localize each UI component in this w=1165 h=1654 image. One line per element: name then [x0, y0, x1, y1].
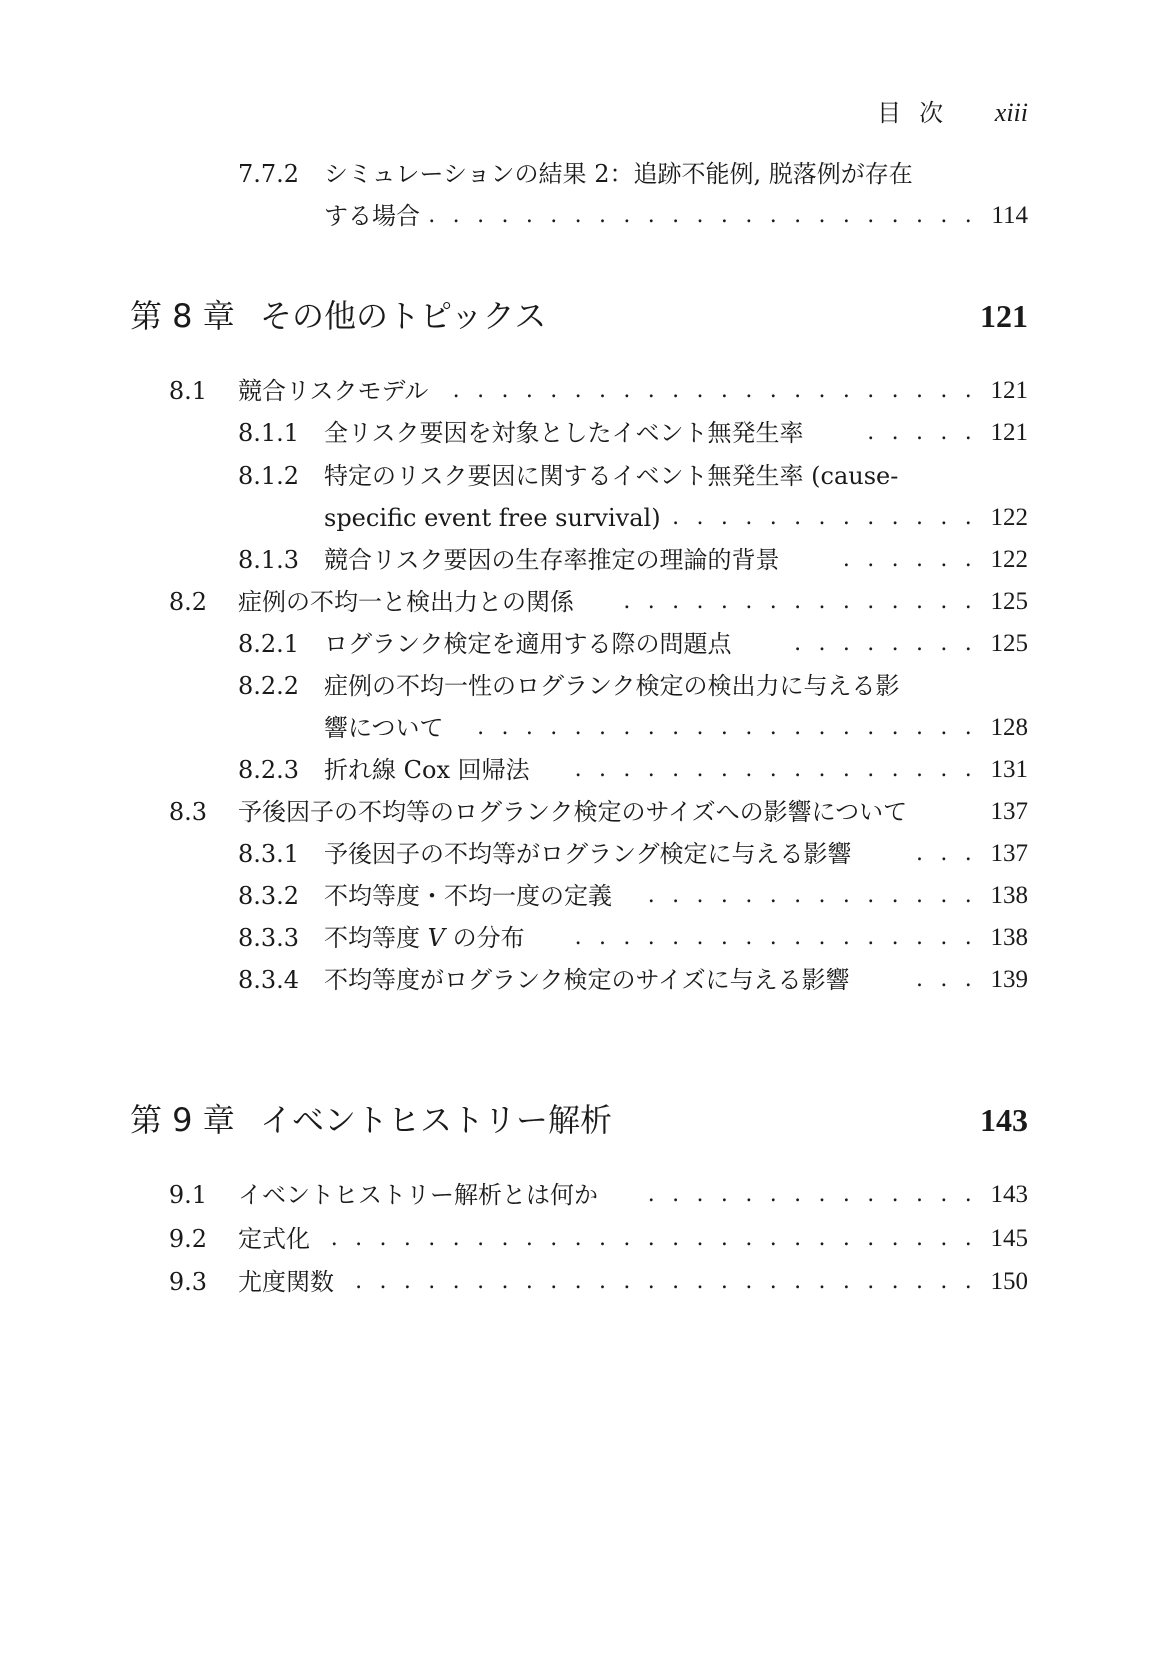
toc-entry-8-2-3[interactable]: [0, 750, 1165, 790]
entry-title-part: の分布: [444, 924, 525, 952]
entry-title: 不均等度・不均一度の定義: [324, 882, 612, 910]
entry-page: 145: [990, 1225, 1028, 1252]
entry-title: 予後因子の不均等がログラング検定に与える影響: [324, 840, 852, 868]
entry-page: 125: [990, 630, 1028, 657]
running-head-page-number: xiii: [994, 98, 1028, 127]
dot-leader: [608, 582, 977, 622]
entry-number: 9.3: [168, 1268, 207, 1296]
entry-number: 9.1: [168, 1181, 207, 1209]
dot-leader: [860, 413, 977, 453]
chapter-title: イベントヒストリー解析: [260, 1101, 613, 1139]
entry-page: 122: [990, 546, 1028, 573]
variable-v: V: [427, 924, 445, 952]
entry-title: 尤度関数: [238, 1268, 334, 1296]
entry-number: 8.1.2: [238, 462, 300, 490]
entry-title-line1: シミュレーションの結果 2：追跡不能例, 脱落例が存在: [324, 160, 913, 188]
chapter-8-heading[interactable]: [0, 291, 1165, 341]
entry-page: 122: [990, 504, 1028, 531]
entry-number: 8.2.1: [238, 630, 300, 658]
dot-leader: [910, 960, 977, 1000]
toc-entry-8-3-3[interactable]: [0, 918, 1165, 958]
toc-entry-8-3-2[interactable]: [0, 876, 1165, 916]
toc-entry-8-2-2-cont[interactable]: [0, 708, 1165, 748]
dot-leader: [780, 624, 977, 664]
entry-page: 121: [990, 377, 1028, 404]
entry-number: 8.3.2: [238, 882, 300, 910]
entry-title-line2: specific event free survival): [324, 504, 661, 532]
toc-entry-8-1[interactable]: [0, 371, 1165, 411]
dot-leader: [354, 1262, 977, 1302]
toc-entry-7-7-2[interactable]: [0, 154, 1165, 194]
entry-number: 7.7.2: [238, 160, 300, 188]
entry-number: 8.3.4: [238, 966, 300, 994]
entry-page: 138: [990, 924, 1028, 951]
chapter-title: その他のトピックス: [260, 297, 547, 335]
dot-leader: [910, 834, 977, 874]
entry-title-line2: する場合: [324, 202, 420, 230]
dot-leader: [330, 1219, 977, 1259]
toc-entry-8-3-1[interactable]: [0, 834, 1165, 874]
entry-page: 138: [990, 882, 1028, 909]
dot-leader: [640, 876, 977, 916]
chapter-page: 143: [980, 1102, 1028, 1138]
dot-leader: [450, 371, 977, 411]
entry-number: 8.1.3: [238, 546, 300, 574]
chapter-label: 第 8 章: [130, 297, 235, 335]
entry-number: 8.2.3: [238, 756, 300, 784]
entry-title: 予後因子の不均等のログランク検定のサイズへの影響について: [238, 798, 908, 826]
entry-title: ログランク検定を適用する際の問題点: [324, 630, 732, 658]
chapter-page: 121: [980, 298, 1028, 334]
toc-entry-7-7-2-cont[interactable]: [0, 196, 1165, 236]
entry-page: 137: [990, 840, 1028, 867]
entry-page: 137: [990, 798, 1028, 825]
chapter-9-heading[interactable]: [0, 1095, 1165, 1145]
entry-title: 定式化: [238, 1225, 310, 1253]
toc-entry-9-1[interactable]: [0, 1175, 1165, 1215]
toc-entry-8-1-2-cont[interactable]: [0, 498, 1165, 538]
toc-entry-9-3[interactable]: [0, 1262, 1165, 1302]
entry-number: 8.3.3: [238, 924, 300, 952]
entry-number: 8.1: [168, 377, 207, 405]
entry-title: イベントヒストリー解析とは何か: [238, 1181, 598, 1209]
entry-page: 143: [990, 1181, 1028, 1208]
entry-page: 128: [990, 714, 1028, 741]
entry-title: 症例の不均一と検出力との関係: [238, 588, 574, 616]
entry-title: [324, 918, 525, 958]
entry-title: 不均等度がログランク検定のサイズに与える影響: [324, 966, 850, 994]
entry-title-line2: 響について: [324, 714, 444, 742]
dot-leader: [560, 918, 977, 958]
dot-leader: [556, 750, 977, 790]
toc-entry-9-2[interactable]: [0, 1219, 1165, 1259]
entry-title: 全リスク要因を対象としたイベント無発生率: [324, 419, 804, 447]
entry-page: 131: [990, 756, 1028, 783]
dot-leader: [836, 540, 977, 580]
entry-title: 折れ線 Cox 回帰法: [324, 756, 530, 784]
dot-leader: [430, 196, 977, 236]
entry-number: 8.2.2: [238, 672, 300, 700]
chapter-label: 第 9 章: [130, 1101, 235, 1139]
dot-leader: [668, 498, 977, 538]
toc-entry-8-1-1[interactable]: [0, 413, 1165, 453]
running-head: [877, 98, 1028, 128]
entry-title: 競合リスク要因の生存率推定の理論的背景: [324, 546, 780, 574]
toc-entry-8-3-4[interactable]: [0, 960, 1165, 1000]
entry-page: 121: [990, 419, 1028, 446]
toc-entry-8-1-2[interactable]: [0, 456, 1165, 496]
entry-page: 139: [990, 966, 1028, 993]
entry-title-part: 不均等度: [324, 924, 428, 952]
dot-leader: [640, 1175, 977, 1215]
entry-title: 競合リスクモデル: [238, 377, 429, 405]
dot-leader: [470, 708, 977, 748]
toc-entry-8-3[interactable]: [0, 792, 1165, 832]
toc-entry-8-2-1[interactable]: [0, 624, 1165, 664]
entry-page: 150: [990, 1268, 1028, 1295]
entry-number: 8.3: [168, 798, 207, 826]
entry-page: 114: [991, 202, 1028, 229]
entry-title-line1: 特定のリスク要因に関するイベント無発生率 (cause-: [324, 462, 899, 490]
toc-entry-8-1-3[interactable]: [0, 540, 1165, 580]
toc-entry-8-2[interactable]: [0, 582, 1165, 622]
running-head-title: 目次: [877, 99, 962, 127]
toc-entry-8-2-2[interactable]: [0, 666, 1165, 706]
entry-page: 125: [990, 588, 1028, 615]
entry-number: 8.3.1: [238, 840, 300, 868]
entry-number: 8.2: [168, 588, 207, 616]
entry-number: 8.1.1: [238, 419, 300, 447]
entry-number: 9.2: [168, 1225, 207, 1253]
entry-title-line1: 症例の不均一性のログランク検定の検出力に与える影: [324, 672, 900, 700]
